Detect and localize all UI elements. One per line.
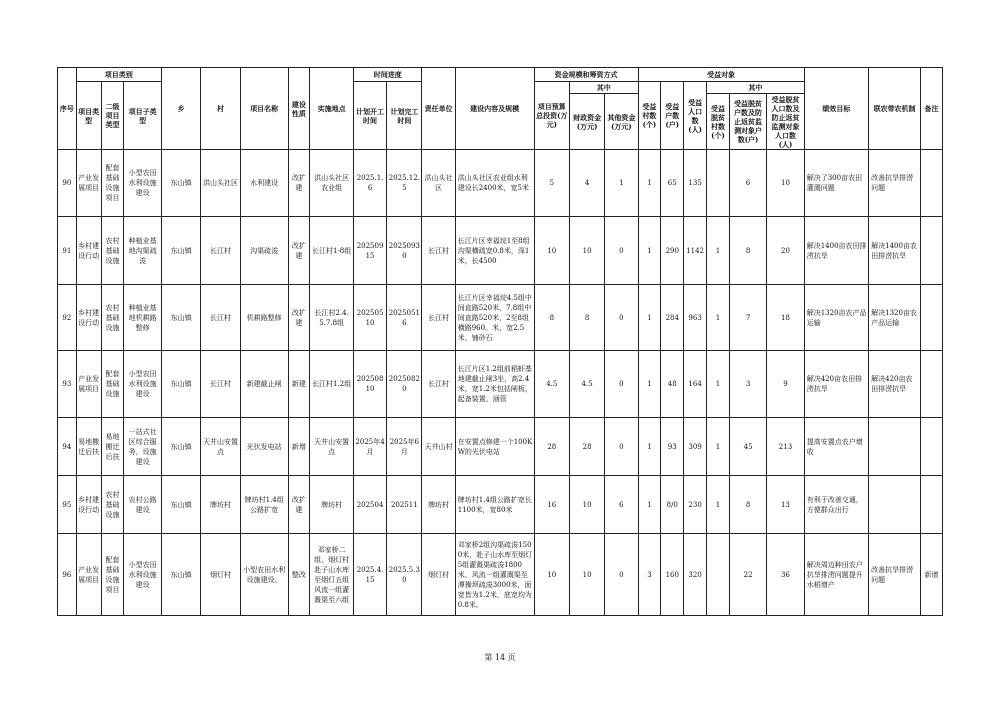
cell-mechanism: 解决1400亩农田排涝抗旱	[869, 217, 921, 285]
cell-ben-villages: 1	[638, 476, 661, 534]
header-content: 建设内容及规模	[455, 68, 534, 150]
cell-goal: 解决420亩农田排涝抗旱	[804, 351, 868, 418]
cell-location: 长江村1-8组	[310, 217, 354, 285]
cell-township: 东山镇	[161, 476, 200, 534]
cell-village: 长江村	[201, 285, 240, 351]
cell-ben-population: 320	[684, 534, 707, 616]
cell-unit: 烟灯村	[422, 534, 455, 616]
cell-remark	[921, 150, 943, 217]
header-budget: 项目预算总投资(万元)	[534, 82, 569, 150]
cell-fiscal: 10	[569, 534, 604, 616]
cell-poor-households: 7	[729, 285, 766, 351]
cell-sub-type: 农村公路建设	[124, 476, 161, 534]
cell-village: 洪山头社区	[201, 150, 240, 217]
cell-village: 长江村	[201, 217, 240, 285]
cell-mechanism: 改善抗旱排涝问题	[869, 534, 921, 616]
cell-project-type: 乡村建设行动	[76, 285, 101, 351]
cell-goal: 解决周边种田农户 抗旱排涝问题提升水稻增产	[804, 534, 868, 616]
cell-poor-villages: 1	[707, 476, 730, 534]
cell-sub-type: 种植业基地沟渠疏浚	[124, 217, 161, 285]
cell-unit: 牌坊村	[422, 476, 455, 534]
cell-poor-population: 9	[767, 351, 804, 418]
cell-level2-type: 配套基础设施项目	[101, 150, 124, 217]
cell-project-name: 牌坊村1.4组公路扩宽	[240, 476, 288, 534]
cell-plan-start: 2025.4.15	[353, 534, 386, 616]
cell-plan-start: 202504	[353, 476, 386, 534]
header-ben-households: 受益户数(户)	[661, 82, 684, 150]
header-village: 村	[201, 68, 240, 150]
cell-plan-end: 2025.5.30	[387, 534, 422, 616]
cell-plan-start: 20250915	[353, 217, 386, 285]
cell-nature: 改扩建	[288, 150, 310, 217]
cell-goal: 提高安置点农户增收	[804, 418, 868, 476]
cell-remark	[921, 217, 943, 285]
table-row	[58, 217, 943, 285]
cell-nature: 改扩建	[288, 285, 310, 351]
cell-poor-villages	[707, 150, 730, 217]
cell-plan-end: 2025.12.5	[387, 150, 422, 217]
cell-other: 1	[605, 150, 638, 217]
header-plan-end: 计划完工时间	[387, 82, 422, 150]
cell-township: 东山镇	[161, 217, 200, 285]
header-project-type: 项目类型	[76, 82, 101, 150]
cell-poor-population: 213	[767, 418, 804, 476]
cell-mechanism	[869, 476, 921, 534]
cell-project-type: 乡村建设行动	[76, 476, 101, 534]
cell-project-type: 产业发展项目	[76, 150, 101, 217]
cell-content: 邓家桥2组沟渠疏浚1500米，赴子山水库至烟灯5组灌溉渠疏浚1800米，风流一组灌溉渠至潭操坝疏浚3000米，面宽皆为1.2米，底宽均为0.8米。	[455, 534, 534, 616]
header-ben-population: 受益人口数(人)	[684, 82, 707, 150]
cell-seq: 96	[58, 534, 77, 616]
cell-ben-villages: 1	[638, 351, 661, 418]
cell-sub-type: 小型农田水利设施建设	[124, 150, 161, 217]
cell-ben-households: 93	[661, 418, 684, 476]
cell-ben-population: 230	[684, 476, 707, 534]
cell-remark	[921, 476, 943, 534]
cell-plan-start: 2025年4月	[353, 418, 386, 476]
cell-other: 0	[605, 217, 638, 285]
cell-goal: 解决1320亩农产品运输	[804, 285, 868, 351]
cell-fiscal: 10	[569, 476, 604, 534]
cell-ben-villages: 1	[638, 418, 661, 476]
cell-project-type: 产业发展项目	[76, 351, 101, 418]
cell-nature: 新建	[288, 351, 310, 418]
cell-ben-villages: 1	[638, 285, 661, 351]
cell-location: 长江村1.2组	[310, 351, 354, 418]
cell-remark: 新增	[921, 534, 943, 616]
cell-ben-population: 963	[684, 285, 707, 351]
cell-mechanism: 改善抗旱排涝问题	[869, 150, 921, 217]
table-row	[58, 285, 943, 351]
cell-poor-villages	[707, 534, 730, 616]
cell-remark	[921, 418, 943, 476]
cell-nature: 改扩建	[288, 217, 310, 285]
cell-seq: 90	[58, 150, 77, 217]
cell-ben-households: 160	[661, 534, 684, 616]
cell-project-type: 产业发展项目	[76, 534, 101, 616]
cell-project-name: 机耕路整修	[240, 285, 288, 351]
header-township: 乡	[161, 68, 200, 150]
cell-poor-households: 45	[729, 418, 766, 476]
cell-fiscal: 10	[569, 217, 604, 285]
cell-content: 长江片区1.2组前稻虾基地建截止闸3坐，高2.4米，宽1.2米包括闸板，起备装置，涵管	[455, 351, 534, 418]
cell-ben-villages: 1	[638, 150, 661, 217]
cell-plan-end: 202511	[387, 476, 422, 534]
header-remark: 备注	[921, 68, 943, 150]
cell-village: 牌坊村	[201, 476, 240, 534]
table-row	[58, 418, 943, 476]
cell-content: 长江片区幸福垸1至8组沟渠横疏宽0.8米，深1米，长4500	[455, 217, 534, 285]
cell-content: 洪山头社区农业组水利建设长2400米，宽5米	[455, 150, 534, 217]
cell-level2-type: 配套基础设施	[101, 351, 124, 418]
table-row	[58, 150, 943, 217]
cell-village: 长江村	[201, 351, 240, 418]
header-unit: 责任单位	[422, 68, 455, 150]
cell-project-type: 易地搬迁后扶	[76, 418, 101, 476]
cell-content: 牌坊村1.4组公路扩宽长1100米，宽80米	[455, 476, 534, 534]
cell-other: 0	[605, 418, 638, 476]
cell-sub-type: 小型农田水利设施建设	[124, 534, 161, 616]
cell-ben-population: 1142	[684, 217, 707, 285]
cell-fiscal: 28	[569, 418, 604, 476]
header-poor-households: 受益脱贫户数及防止返贫监测对象户数(户)	[729, 94, 766, 150]
cell-location: 洪山头社区农业组	[310, 150, 354, 217]
cell-budget: 4.5	[534, 351, 569, 418]
header-goal: 绩效目标	[804, 68, 868, 150]
header-sub-type: 项目子类型	[124, 82, 161, 150]
header-plan-start: 计划开工时间	[353, 82, 386, 150]
header-funding-group: 资金规模和筹资方式	[534, 68, 638, 82]
cell-poor-households: 8	[729, 217, 766, 285]
cell-mechanism	[869, 418, 921, 476]
cell-seq: 95	[58, 476, 77, 534]
header-other: 其他资金(万元)	[605, 94, 638, 150]
cell-seq: 92	[58, 285, 77, 351]
cell-budget: 10	[534, 217, 569, 285]
cell-fiscal: 4	[569, 150, 604, 217]
header-poor-population: 受益脱贫人口数及防止返贫监测对象人口数(人)	[767, 94, 804, 150]
cell-plan-start: 20250510	[353, 285, 386, 351]
cell-unit: 天井山村	[422, 418, 455, 476]
cell-project-name: 光伏发电站	[240, 418, 288, 476]
table-body	[58, 150, 943, 616]
header-beneficiary-group: 受益对象	[638, 68, 804, 82]
cell-nature: 新增	[288, 418, 310, 476]
cell-ben-population: 309	[684, 418, 707, 476]
header-project-name: 项目名称	[240, 68, 288, 150]
cell-remark	[921, 351, 943, 418]
cell-level2-type: 配套基础设施项目	[101, 534, 124, 616]
cell-ben-households: 284	[661, 285, 684, 351]
cell-ben-households: 65	[661, 150, 684, 217]
cell-poor-villages: 1	[707, 285, 730, 351]
cell-plan-end: 20250820	[387, 351, 422, 418]
header-category-group: 项目类别	[76, 68, 161, 82]
cell-poor-villages: 1	[707, 418, 730, 476]
cell-seq: 91	[58, 217, 77, 285]
cell-poor-population: 36	[767, 534, 804, 616]
cell-plan-start: 20250810	[353, 351, 386, 418]
cell-goal: 有利于改善交通，方便群众出行	[804, 476, 868, 534]
cell-township: 东山镇	[161, 351, 200, 418]
cell-seq: 93	[58, 351, 77, 418]
cell-remark	[921, 285, 943, 351]
cell-project-name: 新建截止闸	[240, 351, 288, 418]
cell-plan-start: 2025.1.6	[353, 150, 386, 217]
cell-project-type: 乡村建设行动	[76, 217, 101, 285]
cell-sub-type: 小型农田水利设施建设	[124, 351, 161, 418]
cell-level2-type: 农村基础设施	[101, 476, 124, 534]
cell-poor-households: 6	[729, 150, 766, 217]
cell-village: 烟灯村	[201, 534, 240, 616]
cell-poor-population: 10	[767, 150, 804, 217]
header-ben-villages: 受益村数(个)	[638, 82, 661, 150]
cell-location: 邓家桥二组、烟灯村赴子山水库至烟灯五组风流一组灌溉渠至六组	[310, 534, 354, 616]
page-number: 第 14 页	[484, 653, 516, 662]
cell-township: 东山镇	[161, 285, 200, 351]
cell-plan-end: 20250930	[387, 217, 422, 285]
cell-plan-end: 2025年6月	[387, 418, 422, 476]
cell-nature: 改扩建	[288, 476, 310, 534]
cell-ben-population: 164	[684, 351, 707, 418]
cell-level2-type: 农村基础设施	[101, 285, 124, 351]
cell-ben-villages: 1	[638, 217, 661, 285]
cell-other: 6	[605, 476, 638, 534]
cell-ben-households: 8/0	[661, 476, 684, 534]
header-schedule-group: 时间进度	[353, 68, 422, 82]
cell-poor-population: 20	[767, 217, 804, 285]
cell-content: 长江片区幸福垸4.5组中间直路520米，7.8组中间直路520米，2至8组横路960。米，宽2.5米，铺砂石	[455, 285, 534, 351]
cell-township: 东山镇	[161, 534, 200, 616]
cell-budget: 8	[534, 285, 569, 351]
cell-other: 0	[605, 285, 638, 351]
header-location: 实施地点	[310, 68, 354, 150]
cell-sub-type: 种植业基地机耕路整修	[124, 285, 161, 351]
header-fiscal: 财政资金(万元)	[569, 94, 604, 150]
cell-nature: 整改	[288, 534, 310, 616]
header-seq: 序号	[58, 68, 77, 150]
cell-poor-population: 13	[767, 476, 804, 534]
cell-unit: 长江村	[422, 285, 455, 351]
cell-level2-type: 农村基础设施	[101, 217, 124, 285]
cell-township: 东山镇	[161, 418, 200, 476]
header-level2-type: 二级项目类型	[101, 82, 124, 150]
cell-content: 在安置点修建一个100KW的光伏电站	[455, 418, 534, 476]
cell-ben-households: 290	[661, 217, 684, 285]
table-row	[58, 534, 943, 616]
header-ben-of-which: 其中	[707, 82, 805, 94]
cell-budget: 10	[534, 534, 569, 616]
cell-village: 天井山安置点	[201, 418, 240, 476]
cell-poor-villages: 1	[707, 217, 730, 285]
cell-budget: 16	[534, 476, 569, 534]
header-funding-of-which: 其中	[569, 82, 638, 94]
cell-fiscal: 4.5	[569, 351, 604, 418]
cell-mechanism: 解决1320亩农产品运输	[869, 285, 921, 351]
cell-mechanism: 解决420亩农田排涝抗旱	[869, 351, 921, 418]
cell-ben-villages: 3	[638, 534, 661, 616]
table-header	[58, 68, 943, 150]
cell-location: 长江村2.4.5.7.8组	[310, 285, 354, 351]
cell-poor-villages: 1	[707, 351, 730, 418]
cell-project-name: 小型农田水利设施建设、	[240, 534, 288, 616]
cell-unit: 洪山头社区	[422, 150, 455, 217]
cell-location: 牌坊村	[310, 476, 354, 534]
cell-township: 东山镇	[161, 150, 200, 217]
cell-budget: 5	[534, 150, 569, 217]
cell-poor-households: 22	[729, 534, 766, 616]
header-poor-villages: 受益脱贫村数(个)	[707, 94, 730, 150]
cell-level2-type: 易地搬迁后扶	[101, 418, 124, 476]
cell-project-name: 水利建设	[240, 150, 288, 217]
cell-other: 0	[605, 534, 638, 616]
cell-unit: 长江村	[422, 351, 455, 418]
cell-plan-end: 20250516	[387, 285, 422, 351]
cell-fiscal: 8	[569, 285, 604, 351]
cell-other: 0	[605, 351, 638, 418]
cell-poor-population: 18	[767, 285, 804, 351]
cell-ben-population: 135	[684, 150, 707, 217]
table-row	[58, 351, 943, 418]
header-nature: 建设性质	[288, 68, 310, 150]
cell-goal: 解决了300亩农田灌溉问题	[804, 150, 868, 217]
cell-location: 天井山安置点	[310, 418, 354, 476]
header-mechanism: 联农带农机制	[869, 68, 921, 150]
cell-poor-households: 8	[729, 476, 766, 534]
cell-seq: 94	[58, 418, 77, 476]
cell-budget: 28	[534, 418, 569, 476]
cell-goal: 解决1400亩农田排涝抗旱	[804, 217, 868, 285]
cell-project-name: 沟渠疏浚	[240, 217, 288, 285]
cell-sub-type: 一站式社区综合服务，设施建设	[124, 418, 161, 476]
project-table	[57, 67, 943, 616]
cell-unit: 长江村	[422, 217, 455, 285]
cell-poor-households: 3	[729, 351, 766, 418]
table-row	[58, 476, 943, 534]
cell-ben-households: 48	[661, 351, 684, 418]
